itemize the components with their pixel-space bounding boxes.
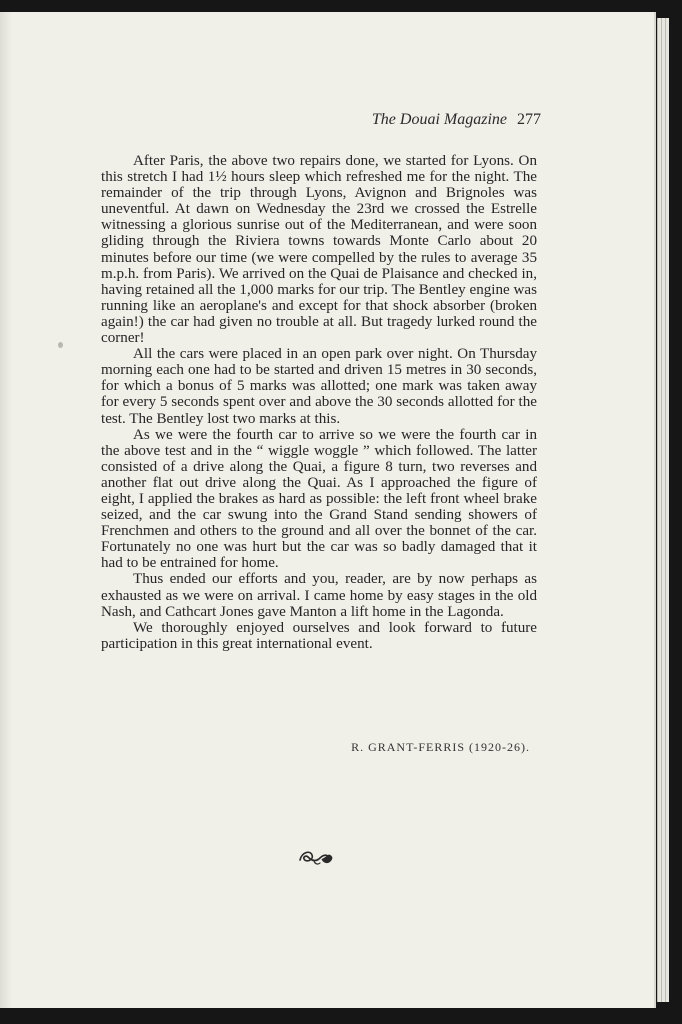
paragraph: We thoroughly enjoyed ourselves and look forward to future participation in this great international event. [101,619,537,652]
paragraph: After Paris, the above two repairs done, we started for Lyons. On this stretch I had 1½ hours sleep which refreshed me for the night. The remainder of the trip through Lyons, Avignon and Brignoles was uneventful. At dawn on Wednesday the 23rd we crossed the Estrelle witnessing a glorious sunrise out of the Mediterranean, and were soon gliding through the Riviera towns towards Monte Carlo about 20 minutes before our time (we were compelled by the rules to average 35 m.p.h. from Paris). We arrived on the Quai de Plaisance and checked in, having retained all the 1,000 marks for our trip. The Bentley engine was running like an aeroplane's and except for that shock absorber (broken again!) the car had given no trouble at all. But tragedy lurked round the corner! [101,153,537,347]
running-header [372,111,541,129]
gutter-shadow [0,12,12,1008]
paper-spot [58,342,63,348]
fleuron-icon [296,846,336,868]
page-edge [665,18,669,1002]
page-number: 277 [517,111,541,128]
magazine-title: The Douai Magazine [371,111,507,128]
paragraph: All the cars were placed in an open park over night. On Thursday morning each one had to be started and driven 15 metres in 30 seconds, for which a bonus of 5 marks was allotted; one mark was taken away for every 5 seconds spent over and above the 30 seconds allotted for the test. The Bentley lost two marks at this. [101,346,537,427]
author-signature: R. GRANT-FERRIS (1920-26). [351,740,530,754]
paragraph: As we were the fourth car to arrive so we were the fourth car in the above test and in the “ wiggle woggle ” which followed. The latter consisted of a drive along the Quai, a figure 8 turn, two reverses and another flat out drive along the Quai. As I approached the figure of eight, I applied the brakes as hard as possible: the left front wheel brake seized, and the car swung into the Grand Stand sending showers of Frenchmen and others to the ground and all over the bonnet of the car. Fortunately no one was hurt but the car was so badly damaged that it had to be entrained for home. [101,426,537,572]
book-page [0,12,656,1008]
article-body [101,153,537,652]
paragraph: Thus ended our efforts and you, reader, are by now perhaps as exhausted as we were on arrival. I came home by easy stages in the old Nash, and Cathcart Jones gave Manton a lift home in the Lagonda. [101,571,537,620]
